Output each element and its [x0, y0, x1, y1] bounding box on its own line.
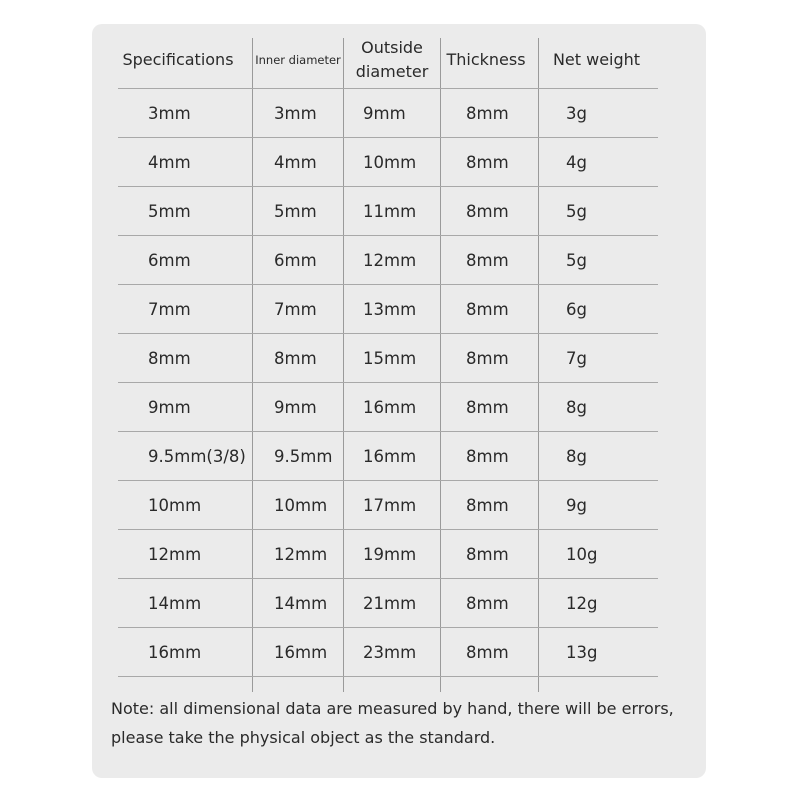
table-row [118, 579, 658, 628]
measurement-note [111, 694, 674, 752]
note-line-2: please take the physical object as the standard. [111, 728, 496, 747]
cell-inner: 4mm [274, 153, 317, 172]
row-divider [118, 676, 658, 677]
cell-outside: 19mm [363, 545, 417, 564]
cell-outside: 11mm [363, 202, 417, 221]
cell-inner: 6mm [274, 251, 317, 270]
cell-spec: 8mm [148, 349, 191, 368]
cell-inner: 14mm [274, 594, 328, 613]
cell-weight: 4g [566, 153, 587, 172]
cell-outside: 13mm [363, 300, 417, 319]
cell-weight: 5g [566, 251, 587, 270]
cell-spec: 3mm [148, 104, 191, 123]
table-row [118, 383, 658, 432]
spec-table [118, 32, 658, 692]
cell-inner: 10mm [274, 496, 328, 515]
cell-spec: 9.5mm(3/8) [148, 447, 246, 466]
cell-weight: 13g [566, 643, 598, 662]
cell-spec: 10mm [148, 496, 202, 515]
cell-weight: 6g [566, 300, 587, 319]
cell-thickness: 8mm [466, 447, 509, 466]
cell-outside: 12mm [363, 251, 417, 270]
header-thickness: Thickness [446, 50, 526, 69]
cell-weight: 7g [566, 349, 587, 368]
cell-spec: 9mm [148, 398, 191, 417]
cell-inner: 7mm [274, 300, 317, 319]
cell-outside: 10mm [363, 153, 417, 172]
header-outside-diameter [344, 32, 440, 88]
header-outside-line2: diameter [355, 62, 429, 81]
cell-thickness: 8mm [466, 300, 509, 319]
cell-weight: 8g [566, 398, 587, 417]
table-row [118, 89, 658, 138]
table-row [118, 432, 658, 481]
cell-spec: 6mm [148, 251, 191, 270]
table-row [118, 138, 658, 187]
cell-spec: 12mm [148, 545, 202, 564]
cell-weight: 3g [566, 104, 587, 123]
cell-weight: 9g [566, 496, 587, 515]
table-row [118, 334, 658, 383]
cell-inner: 9mm [274, 398, 317, 417]
cell-outside: 15mm [363, 349, 417, 368]
header-outside-line1: Outside [361, 38, 423, 57]
cell-outside: 23mm [363, 643, 417, 662]
cell-outside: 17mm [363, 496, 417, 515]
cell-spec: 7mm [148, 300, 191, 319]
cell-weight: 5g [566, 202, 587, 221]
header-inner-diameter: Inner diameter [255, 53, 341, 67]
cell-thickness: 8mm [466, 545, 509, 564]
cell-thickness: 8mm [466, 251, 509, 270]
cell-inner: 12mm [274, 545, 328, 564]
cell-inner: 5mm [274, 202, 317, 221]
table-row [118, 481, 658, 530]
cell-outside: 16mm [363, 398, 417, 417]
cell-spec: 4mm [148, 153, 191, 172]
cell-weight: 8g [566, 447, 587, 466]
cell-spec: 5mm [148, 202, 191, 221]
table-row [118, 530, 658, 579]
cell-inner: 16mm [274, 643, 328, 662]
note-line-1: Note: all dimensional data are measured by hand, there will be errors, [111, 699, 674, 718]
cell-outside: 9mm [363, 104, 406, 123]
cell-inner: 8mm [274, 349, 317, 368]
cell-spec: 16mm [148, 643, 202, 662]
table-row [118, 285, 658, 334]
cell-inner: 3mm [274, 104, 317, 123]
cell-thickness: 8mm [466, 594, 509, 613]
header-net-weight: Net weight [552, 50, 641, 69]
cell-outside: 21mm [363, 594, 417, 613]
cell-thickness: 8mm [466, 104, 509, 123]
cell-thickness: 8mm [466, 398, 509, 417]
cell-thickness: 8mm [466, 349, 509, 368]
cell-weight: 10g [566, 545, 598, 564]
cell-inner: 9.5mm [274, 447, 333, 466]
cell-spec: 14mm [148, 594, 202, 613]
cell-thickness: 8mm [466, 496, 509, 515]
cell-weight: 12g [566, 594, 598, 613]
cell-outside: 16mm [363, 447, 417, 466]
cell-thickness: 8mm [466, 153, 509, 172]
table-row [118, 236, 658, 285]
header-specifications: Specifications [122, 50, 234, 69]
table-row [118, 628, 658, 677]
cell-thickness: 8mm [466, 202, 509, 221]
table-row [118, 187, 658, 236]
cell-thickness: 8mm [466, 643, 509, 662]
